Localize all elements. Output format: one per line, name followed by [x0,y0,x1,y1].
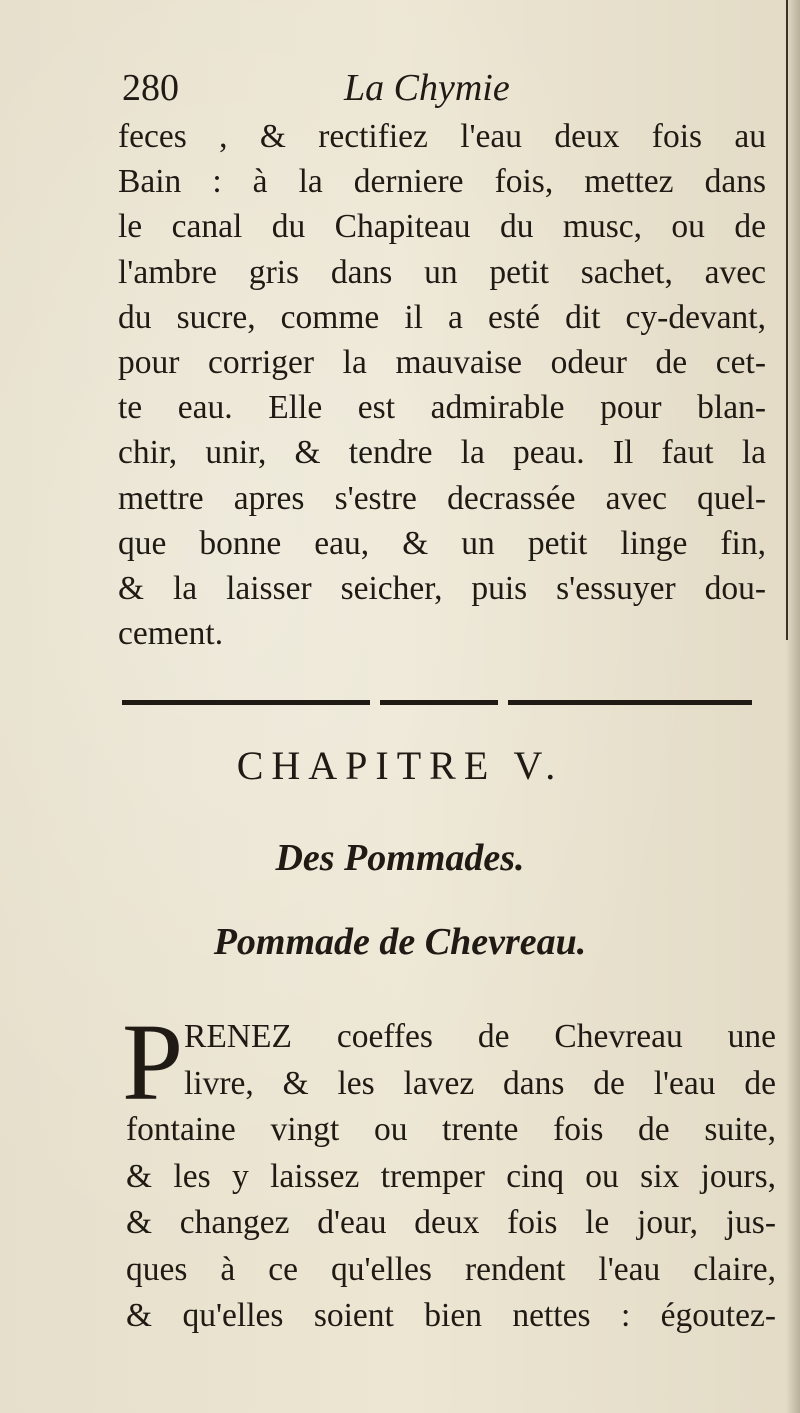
recipe-title: Pommade de Chevreau. [213,921,587,963]
page-edge-line [786,0,788,640]
page-edge-shadow [786,0,800,1413]
text-line: livre, & les lavez dans de l'eau de [184,1064,776,1102]
chapter-heading: CHAPITRE V. [236,743,564,788]
text-line: feces , & rectifiez l'eau deux fois au [118,118,766,155]
text-line: le canal du Chapiteau du musc, ou de [118,208,766,246]
divider-segment [380,700,498,705]
page-number: 280 [122,67,179,109]
section-title: Des Pommades. [275,837,525,879]
page-header [122,66,762,116]
text-line: & les y laissez tremper cinq ou six jours, [126,1157,776,1195]
text-line: mettre apres s'estre decrassée avec quel- [118,479,766,517]
text-line: pour corriger la mauvaise odeur de cet- [118,344,766,382]
recipe-text [126,1014,776,1340]
divider-segment [122,700,370,705]
text-line: fontaine vingt ou trente fois de suite, [126,1111,776,1148]
text-line: Bain : à la derniere fois, mettez dans [118,163,766,201]
drop-cap: P [122,1001,184,1123]
text-line: RENEZ coeffes de Chevreau une [184,1018,776,1055]
body-text [118,114,766,656]
ornamental-divider [122,696,752,710]
text-line: cement. [118,615,224,653]
text-line: chir, unir, & tendre la peau. Il faut la [118,434,766,472]
divider-segment [508,700,752,705]
text-line: l'ambre gris dans un petit sachet, avec [118,253,766,291]
text-line: & la laisser seicher, puis s'essuyer dou- [118,570,766,608]
text-line: & changez d'eau deux fois le jour, jus- [126,1204,776,1241]
text-line: & qu'elles soient bien nettes : égoutez- [126,1297,776,1334]
text-line: ques à ce qu'elles rendent l'eau claire, [126,1250,776,1288]
text-line: du sucre, comme il a esté dit cy-devant, [118,298,766,336]
text-line: que bonne eau, & un petit linge fin, [118,524,766,562]
running-title: La Chymie [344,67,510,109]
text-line: te eau. Elle est admirable pour blan- [118,389,766,427]
